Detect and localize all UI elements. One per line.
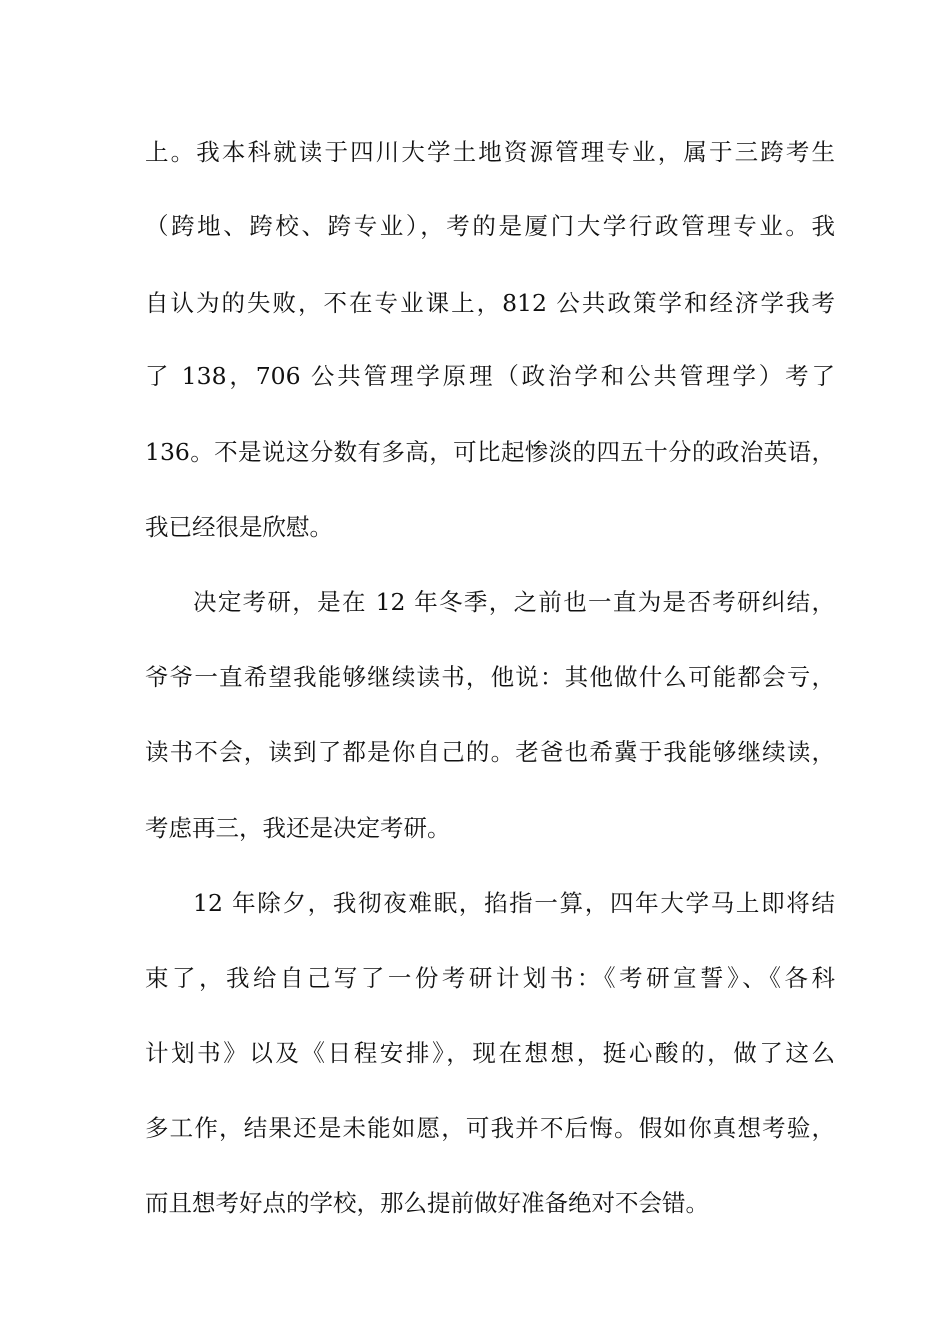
paragraph-line: 而且想考好点的学校，那么提前做好准备绝对不会错。	[145, 1189, 709, 1217]
paragraph-line: 12 年除夕，我彻夜难眠，掐指一算，四年大学马上即将结	[193, 889, 835, 917]
paragraph-line: 多工作，结果还是未能如愿，可我并不后悔。假如你真想考验，	[145, 1114, 835, 1142]
paragraph-line: 决定考研，是在 12 年冬季，之前也一直为是否考研纠结，	[193, 588, 835, 616]
paragraph-line: 我已经很是欣慰。	[145, 513, 333, 541]
paragraph-line: 爷爷一直希望我能够继续读书，他说：其他做什么可能都会亏，	[145, 663, 835, 691]
paragraph-line: 计划书》以及《日程安排》，现在想想，挺心酸的，做了这么	[145, 1039, 835, 1067]
paragraph-line: 读书不会，读到了都是你自己的。老爸也希冀于我能够继续读，	[145, 738, 835, 766]
paragraph-line: 自认为的失败，不在专业课上，812 公共政策学和经济学我考	[145, 289, 835, 317]
paragraph-line: 束了，我给自己写了一份考研计划书：《考研宣誓》、《各科	[145, 964, 835, 992]
paragraph-line: 了 138，706 公共管理学原理（政治学和公共管理学）考了	[145, 362, 835, 390]
paragraph-line: （跨地、跨校、跨专业），考的是厦门大学行政管理专业。我	[145, 212, 835, 240]
paragraph-line: 考虑再三，我还是决定考研。	[145, 814, 451, 842]
paragraph-line: 上。我本科就读于四川大学土地资源管理专业，属于三跨考生	[145, 138, 835, 166]
paragraph-line: 136。不是说这分数有多高，可比起惨淡的四五十分的政治英语，	[145, 438, 835, 466]
